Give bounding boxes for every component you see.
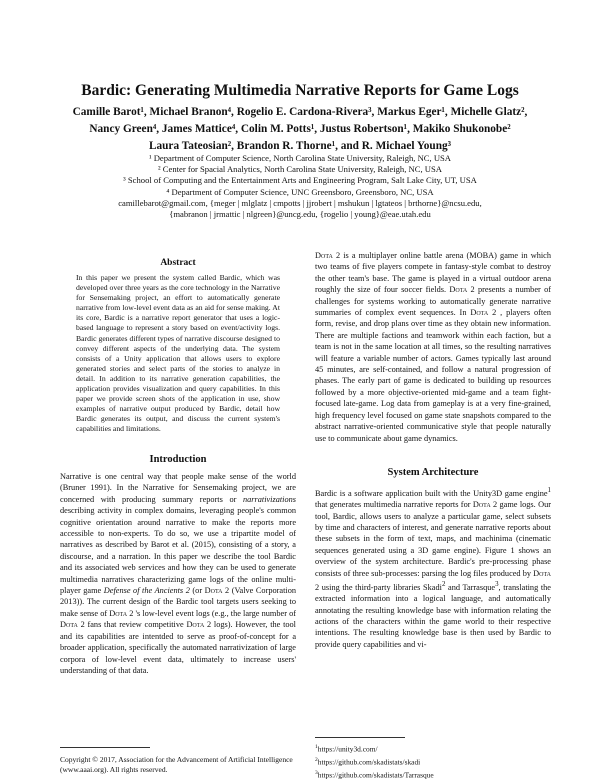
system-architecture-body — [315, 485, 551, 650]
dota-description-paragraph: Dota 2 is a multiplayer online battle arena (MOBA) game in which two teams of five players compete in fantasy-style combat to destroy the other team's base. The game is played in a virtual outdoor arena roughly the size of four soccer fields. Dota 2 presents a number of challenges for systems working to automatically generate narrative summaries of complex event sequences. In Dota 2 , players often form, revise, and drop plans over time as they obtain new information. There are multiple factions and teamwork within each faction, but a team is not in the same location at all times, so the resulting narratives will feature a variable number of actors. Games typically last around 45 minutes, are self-contained, and follow a natural progression of phases. The early part of game is dedicated to building up resources followed by a more objective-oriented mid-game and a team fight-focused late-game. Log data from gameplay is at a very fine-grained, high frequency level focused on game state snapshots compared to the abstract narrative-oriented communicative style that people naturally use to communicate about game dynamics. — [315, 251, 551, 443]
affiliation-1: ¹ Department of Computer Science, North Carolina State University, Raleigh, NC, USA — [148, 153, 452, 163]
right-column-intro — [315, 250, 551, 444]
emails-line-2: {mabranon | jrmattic | nlgreen}@uncg.edu, {rogelio | young}@eae.utah.edu — [169, 209, 431, 220]
introduction-heading: Introduction — [149, 454, 207, 465]
author-list — [60, 104, 540, 155]
paper-title: Bardic: Generating Multimedia Narrative Reports for Game Logs — [81, 82, 519, 99]
footnotes — [315, 742, 551, 781]
affiliations — [60, 153, 540, 220]
system-architecture-heading: System Architecture — [387, 467, 479, 478]
footnote-rule — [315, 737, 405, 738]
abstract-text: In this paper we present the system called Bardic, which was developed over three years as the core technology in the Narrative for Sensemaking project, an effort to automatically generate narrative from low-level event data as an aid for sense making. At its core, Bardic is a narrative report generator that uses a logic-based language to represent a story based on event/activity logs. Bardic generates different types of narrative discourse designed to convey different aspects of the underlying data. The system consists of a Unity application that allows users to explore generated stories and select parts of the stories to analyze in detail. In addition to its narrative generation capabilities, the application provides visualization and query capabilities. In this paper we provide screen shots of the application in use, show examples of narrative output produced by Bardic, detail how Bardic generates its output, and discuss the current system's capabilities and limitations. — [76, 273, 280, 434]
footnote-3: $^3$https://github.com/skadistats/Tarrasque — [315, 770, 434, 780]
affiliation-3: ³ School of Computing and the Entertainment Arts and Engineering Program, Salt Lake City, UT, USA — [123, 175, 477, 186]
system-architecture-paragraph: Bardic is a software application built with the Unity3D game engine$^1$ that generates multimedia narrative reports for Dota 2 game logs. Our tool, Bardic, allows users to analyze a particular game, select subsets by time and characters of interest, and generate narrative reports about these subsets in the form of text, maps, and machinima (cinematic sequences generated using a 3D game engine). Figure 1 shows an overview of the system architecture. Bardic's pre-processing phase consists of three sub-processes: parsing the log files produced by Dota 2 using the third-party libraries Skadi$^2$ and Tarrasque$^3$, translating the extracted information into a logical language, and automatically annotating the resulting knowledge base with information relating the actions of the characters within the game world to their respective intentions. The resulting knowledge base is then used by Bardic to provide query capabilities and vi- — [315, 487, 551, 649]
footnote-1: $^1$https://unity3d.com/ — [315, 744, 378, 754]
abstract-heading: Abstract — [160, 258, 196, 268]
authors-line-3: Laura Tateosian², Brandon R. Thorne¹, and R. Michael Young³ — [148, 140, 452, 152]
footnote-2: $^2$https://github.com/skadistats/skadi — [315, 757, 421, 767]
copyright-notice: Copyright © 2017, Association for the Advancement of Artificial Intelligence (www.aaai.org). All rights reserved. — [60, 755, 293, 774]
authors-line-1: Camille Barot¹, Michael Branon⁴, Rogelio E. Cardona-Rivera³, Markus Eger¹, Michelle Glatz², — [72, 106, 528, 118]
affiliation-4: ⁴ Department of Computer Science, UNC Greensboro, Greensboro, NC, USA — [166, 186, 434, 197]
introduction-paragraph: Narrative is one central way that people make sense of the world (Bruner 1991). In the Narrative for Sensemaking project, we are concerned with producing summary reports or narrativizations describing activity in complex domains, leveraging people's common cognitive orientation around narrative to make the reports more accessible to non-experts. To do so, we use a tripartite model of narratives as described by Barot et al. (2015), consisting of a story, a discourse, and a narration. In this paper we describe the tool Bardic and its associated web services and how they can be used to generate multimedia narratives characterizing game logs of the online multi-player game Defense of the Ancients 2 (or Dota 2 (Valve Corporation 2013)). The current design of the Bardic tool targets users seeking to make sense of Dota 2 's low-level event logs (e.g., the large number of Dota 2 fans that review competitive Dota 2 logs). However, the tool and its capabilities are intentded to serve as proof-of-concept for a broader application, specifically the automated narrativization of large corpora of low-level event data, ultimately to increase users' understanding of that data. — [60, 472, 296, 675]
emails-line-1: camillebarot@gmail.com, {meger | mlglatz | cmpotts | jjrobert | mshukun | lgtateos | brthorne}@ncsu.edu, — [118, 197, 482, 208]
copyright-rule — [60, 747, 150, 748]
affiliation-2: ² Center for Spacial Analytics, North Carolina State University, Raleigh, NC, USA — [158, 164, 442, 175]
authors-line-2: Nancy Green⁴, James Mattice⁴, Colin M. Potts¹, Justus Robertson¹, Makiko Shukonobe² — [89, 123, 511, 135]
introduction-body — [60, 471, 296, 676]
